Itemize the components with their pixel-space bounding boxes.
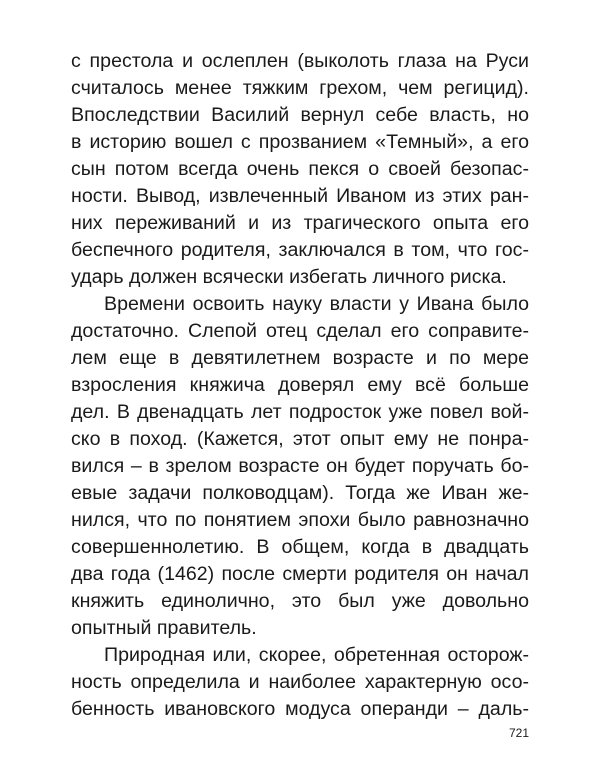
text-line: ность определила и наиболее характерную осо- [71, 671, 529, 693]
text-line: Впоследствии Василий вернул себе власть, но [71, 104, 529, 126]
text-line: ности. Вывод, извлеченный Иваном из этих ран- [71, 185, 529, 207]
text-line: опытный правитель. [71, 617, 257, 639]
text-line: два года (1462) после смерти родителя он начал [71, 563, 529, 585]
text-line: княжить единолично, это был уже довольно [71, 590, 529, 612]
text-line: евые задачи полководцам). Тогда же Иван же- [71, 482, 529, 504]
text-line: лем еще в девятилетнем возрасте и по мере [71, 347, 529, 369]
page-number: 721 [508, 726, 529, 740]
text-line: Времени освоить науку власти у Ивана было [104, 293, 529, 315]
text-line: Природная или, скорее, обретенная осторож- [104, 644, 529, 666]
text-line: дел. В двенадцать лет подросток уже повел вой- [71, 401, 529, 423]
text-line: бенность ивановского модуса операнди – даль- [71, 698, 529, 720]
text-line: них переживаний и из трагического опыта его [71, 212, 529, 234]
text-line: достаточно. Слепой отец сделал его соправите- [71, 320, 529, 342]
text-line: ударь должен всячески избегать личного риска. [71, 266, 507, 288]
text-line: нился, что по понятием эпохи было равнозначно [71, 509, 529, 531]
text-line: с престола и ослеплен (выколоть глаза на Руси [71, 50, 529, 72]
text-line: взросления княжича доверял ему всё больше [71, 374, 529, 396]
text-line: беспечного родителя, заключался в том, что гос- [71, 239, 529, 261]
text-line: сын потом всегда очень пекся о своей безопас- [71, 158, 529, 180]
text-line: ско в поход. (Кажется, этот опыт ему не понра- [71, 428, 529, 450]
text-line: в историю вошел с прозванием «Темный», а его [71, 131, 529, 153]
text-line: совершеннолетию. В общем, когда в двадцать [71, 536, 529, 558]
text-line: считалось менее тяжким грехом, чем регицид). [71, 77, 529, 99]
text-line: вился – в зрелом возрасте он будет поручать бо- [71, 455, 529, 477]
